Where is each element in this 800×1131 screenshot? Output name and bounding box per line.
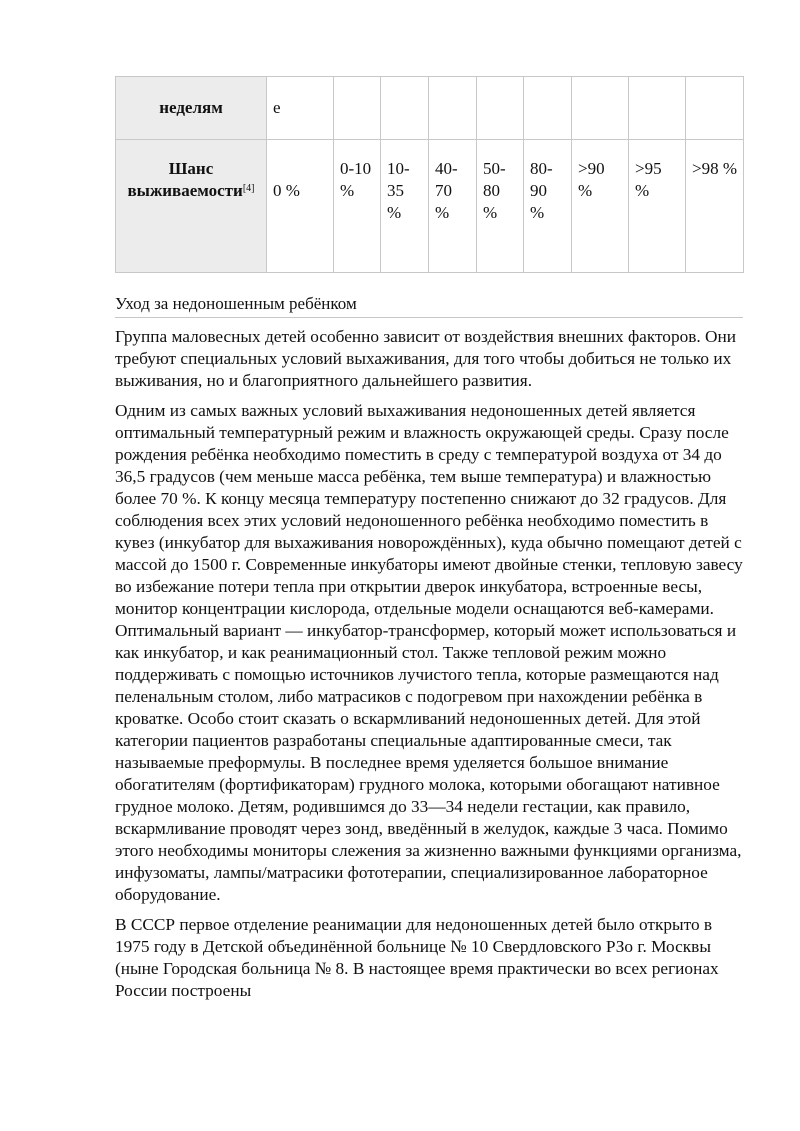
reference-link[interactable]: [4] [242, 183, 255, 194]
paragraph: Группа маловесных детей особенно зависит от воздействия внешних факторов. Они требуют специальных условий выхаживания, для того чтобы добиться не только их выживания, но и благоприятного дальнейшего развития. [115, 327, 737, 390]
table-cell [477, 77, 524, 140]
table-row-weeks [116, 77, 744, 140]
table-cell [572, 77, 629, 140]
row-header-label: Шанс выживаемости [127, 159, 243, 200]
table-cell: 50-80 % [477, 140, 524, 273]
table-cell: 40-70 % [429, 140, 477, 273]
table-cell [629, 77, 686, 140]
row-header-weeks: неделям [116, 77, 267, 140]
table-cell [524, 77, 572, 140]
row-header-survival-chance [116, 140, 267, 273]
table-cell: >90 % [572, 140, 629, 273]
table-cell [334, 77, 381, 140]
table-cell [381, 77, 429, 140]
document-page [115, 76, 743, 1002]
table-cell: 0-10 % [334, 140, 381, 273]
table-cell: 0 % [267, 140, 334, 273]
paragraph: В СССР первое отделение реанимации для недоношенных детей было открыто в 1975 году в Детской объединённой больнице № 10 Свердловского РЗо г. Москвы (ныне Городская больница № 8. В настоящее время практически во всех регионах России построены [115, 915, 719, 1000]
survival-table [115, 76, 744, 273]
table-cell: >95 % [629, 140, 686, 273]
table-cell [429, 77, 477, 140]
section-heading: Уход за недоношенным ребёнком [115, 293, 743, 318]
table-cell: 10-35 % [381, 140, 429, 273]
table-row-survival-chance [116, 140, 744, 273]
table-cell: e [267, 77, 334, 140]
table-cell: 80-90 % [524, 140, 572, 273]
paragraph: Одним из самых важных условий выхаживания недоношенных детей является оптимальный температурный режим и влажность окружающей среды. Сразу после рождения ребёнка необходимо поместить в среду с температурой воздуха от 34 до 36,5 градусов (чем меньше масса ребёнка, тем выше температура) и влажностью более 70 %. К концу месяца температуру постепенно снижают до 32 градусов. Для соблюдения всех этих условий недоношенного ребёнка необходимо поместить в кувез (инкубатор для выхаживания новорождённых), куда обычно помещают детей с массой до 1500 г. Современные инкубаторы имеют двойные стенки, тепловую завесу во избежание потери тепла при открытии дверок инкубатора, встроенные весы, монитор концентрации кислорода, отдельные модели оснащаются веб-камерами. Оптимальный вариант — инкубатор-трансформер, который может использоваться и как инкубатор, и как реанимационный стол. Также тепловой режим можно поддерживать с помощью источников лучистого тепла, которые размещаются над пеленальным столом, либо матрасиков с подогревом при нахождении ребёнка в кроватке. Особо стоит сказать о вскармливаний недоношенных детей. Для этой категории пациентов разработаны специальные адаптированные смеси, так называемые преформулы. В последнее время уделяется большое внимание обогатителям (фортификаторам) грудного молока, которыми обогащают нативное грудное молоко. Детям, родившимся до 33—34 недели гестации, как правило, вскармливание проводят через зонд, введённый в желудок, каждые 3 часа. Помимо этого необходимы мониторы слежения за жизненно важными функциями организма, инфузоматы, лампы/матрасики фототерапии, специализированное лабораторное оборудование. [115, 401, 743, 904]
table-cell: >98 % [686, 140, 744, 273]
table-cell [686, 77, 744, 140]
